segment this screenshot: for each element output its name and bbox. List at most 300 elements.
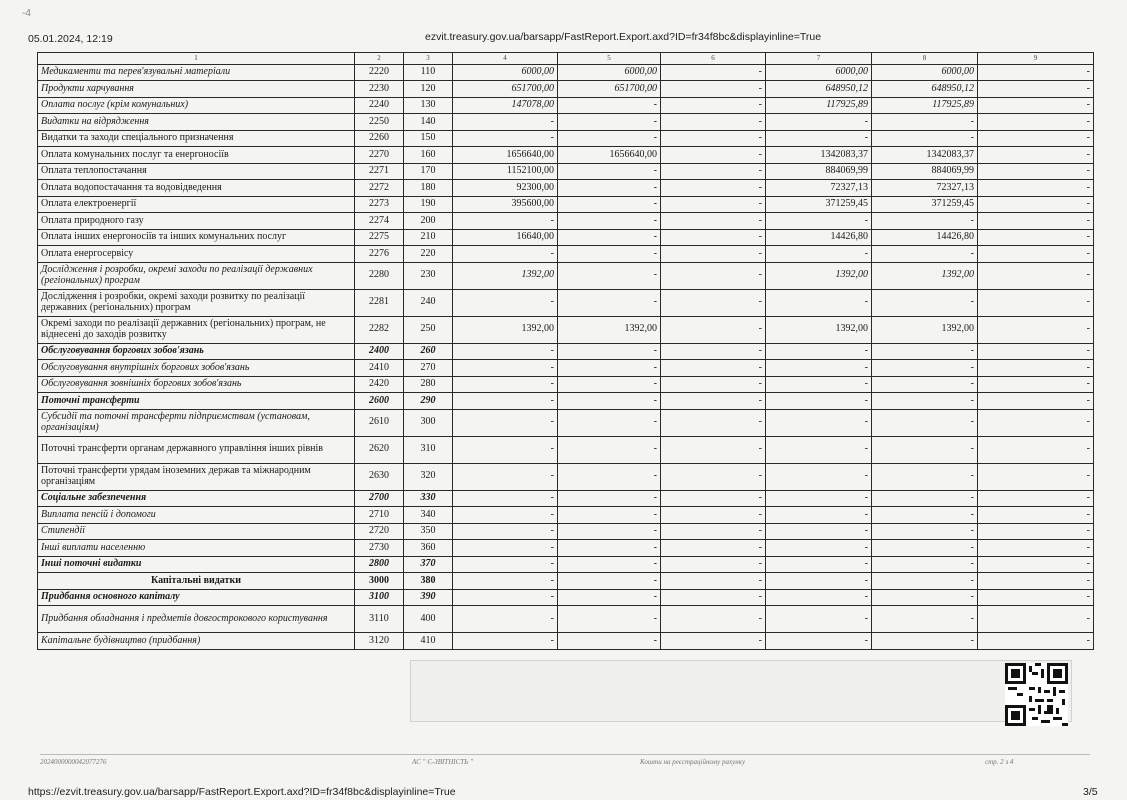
- table-row: [38, 523, 1094, 540]
- row-value-c5: -: [558, 490, 661, 507]
- row-value-c5: -: [558, 523, 661, 540]
- row-value-c7: -: [766, 540, 872, 557]
- row-code: 2220: [355, 64, 404, 81]
- row-value-c9: -: [978, 97, 1094, 114]
- row-value-c9: -: [978, 180, 1094, 197]
- table-body: [38, 53, 1094, 650]
- row-value-c8: 884069,99: [872, 163, 978, 180]
- row-value-c7: -: [766, 393, 872, 410]
- row-line-number: 340: [404, 507, 453, 524]
- table-row: [38, 262, 1094, 289]
- print-datetime: 05.01.2024, 12:19: [28, 33, 113, 45]
- row-value-c8: -: [872, 213, 978, 230]
- row-value-c8: -: [872, 130, 978, 147]
- row-value-c6: -: [661, 343, 766, 360]
- row-value-c5: -: [558, 606, 661, 633]
- row-code: 3100: [355, 589, 404, 606]
- row-value-c5: -: [558, 589, 661, 606]
- table-row: [38, 606, 1094, 633]
- row-line-number: 260: [404, 343, 453, 360]
- row-code: 2720: [355, 523, 404, 540]
- row-value-c8: -: [872, 436, 978, 463]
- scratch-mark: -4: [22, 8, 31, 19]
- row-value-c7: -: [766, 589, 872, 606]
- row-value-c7: 371259,45: [766, 196, 872, 213]
- row-value-c6: -: [661, 147, 766, 164]
- row-value-c6: -: [661, 463, 766, 490]
- row-value-c5: -: [558, 409, 661, 436]
- table-row: [38, 556, 1094, 573]
- row-line-number: 370: [404, 556, 453, 573]
- table-row: [38, 64, 1094, 81]
- row-value-c7: -: [766, 376, 872, 393]
- row-name: Обслуговування внутрішніх боргових зобов'язань: [38, 360, 355, 377]
- row-value-c9: -: [978, 262, 1094, 289]
- row-value-c5: -: [558, 463, 661, 490]
- row-line-number: 280: [404, 376, 453, 393]
- column-number: 7: [766, 53, 872, 65]
- row-name: Окремі заходи по реалізації державних (регіональних) програм, не віднесені до заходів розвитку: [38, 316, 355, 343]
- row-code: 2630: [355, 463, 404, 490]
- row-code: 2420: [355, 376, 404, 393]
- row-value-c5: -: [558, 633, 661, 650]
- row-value-c6: -: [661, 540, 766, 557]
- row-code: 2400: [355, 343, 404, 360]
- row-code: 2270: [355, 147, 404, 164]
- row-name: Дослідження і розробки, окремі заходи по реалізації державних (регіональних) програм: [38, 262, 355, 289]
- table-row: [38, 213, 1094, 230]
- row-name: Виплата пенсій і допомоги: [38, 507, 355, 524]
- row-value-c7: 884069,99: [766, 163, 872, 180]
- table-row: [38, 436, 1094, 463]
- row-value-c8: 1392,00: [872, 262, 978, 289]
- row-value-c8: 117925,89: [872, 97, 978, 114]
- row-line-number: 290: [404, 393, 453, 410]
- row-value-c6: -: [661, 589, 766, 606]
- row-value-c7: -: [766, 343, 872, 360]
- row-code: 2410: [355, 360, 404, 377]
- row-value-c4: -: [453, 376, 558, 393]
- row-value-c8: 371259,45: [872, 196, 978, 213]
- table-row: [38, 463, 1094, 490]
- table-row: [38, 114, 1094, 131]
- column-number: 4: [453, 53, 558, 65]
- table-row: [38, 246, 1094, 263]
- row-value-c9: -: [978, 376, 1094, 393]
- row-line-number: 140: [404, 114, 453, 131]
- footer-note: Кошти на реєстраційному рахунку: [640, 758, 746, 766]
- row-value-c9: -: [978, 114, 1094, 131]
- row-value-c4: 651700,00: [453, 81, 558, 98]
- row-value-c6: -: [661, 316, 766, 343]
- table-row: [38, 229, 1094, 246]
- table-row: [38, 540, 1094, 557]
- row-value-c8: -: [872, 409, 978, 436]
- row-name: Обслуговування боргових зобов'язань: [38, 343, 355, 360]
- row-value-c7: -: [766, 114, 872, 131]
- row-value-c6: -: [661, 507, 766, 524]
- row-line-number: 320: [404, 463, 453, 490]
- row-code: 3120: [355, 633, 404, 650]
- row-value-c5: 1656640,00: [558, 147, 661, 164]
- row-value-c9: -: [978, 246, 1094, 263]
- row-line-number: 350: [404, 523, 453, 540]
- row-value-c4: -: [453, 246, 558, 263]
- row-value-c7: -: [766, 523, 872, 540]
- row-value-c7: -: [766, 463, 872, 490]
- table-row: [38, 393, 1094, 410]
- row-value-c6: -: [661, 213, 766, 230]
- row-name: Оплата теплопостачання: [38, 163, 355, 180]
- row-code: 2275: [355, 229, 404, 246]
- row-value-c4: 1152100,00: [453, 163, 558, 180]
- row-value-c6: -: [661, 81, 766, 98]
- row-code: 2276: [355, 246, 404, 263]
- table-row: [38, 196, 1094, 213]
- row-code: 2250: [355, 114, 404, 131]
- row-value-c8: 14426,80: [872, 229, 978, 246]
- row-line-number: 330: [404, 490, 453, 507]
- row-value-c5: -: [558, 114, 661, 131]
- row-value-c8: -: [872, 360, 978, 377]
- row-name: Придбання основного капіталу: [38, 589, 355, 606]
- row-value-c5: -: [558, 262, 661, 289]
- row-value-c9: -: [978, 606, 1094, 633]
- table-row: [38, 180, 1094, 197]
- row-code: 2620: [355, 436, 404, 463]
- row-name: Дослідження і розробки, окремі заходи розвитку по реалізації державних (регіональних) програм: [38, 289, 355, 316]
- row-value-c4: 92300,00: [453, 180, 558, 197]
- row-line-number: 210: [404, 229, 453, 246]
- page-number: 3/5: [1083, 786, 1098, 798]
- row-value-c8: -: [872, 343, 978, 360]
- row-line-number: 360: [404, 540, 453, 557]
- column-number-row: [38, 53, 1094, 65]
- row-value-c4: -: [453, 213, 558, 230]
- row-name: Обслуговування зовнішніх боргових зобов'язань: [38, 376, 355, 393]
- table-row: [38, 289, 1094, 316]
- row-line-number: 150: [404, 130, 453, 147]
- column-number: 3: [404, 53, 453, 65]
- row-value-c4: -: [453, 436, 558, 463]
- row-name: Продукти харчування: [38, 81, 355, 98]
- row-value-c8: -: [872, 589, 978, 606]
- bleed-through-ghost: [410, 660, 1072, 722]
- row-value-c4: 395600,00: [453, 196, 558, 213]
- row-value-c8: 648950,12: [872, 81, 978, 98]
- row-line-number: 390: [404, 589, 453, 606]
- row-value-c6: -: [661, 393, 766, 410]
- row-value-c7: 117925,89: [766, 97, 872, 114]
- row-name: Оплата комунальних послуг та енергоносіїв: [38, 147, 355, 164]
- row-value-c7: -: [766, 490, 872, 507]
- row-value-c9: -: [978, 409, 1094, 436]
- row-code: 2710: [355, 507, 404, 524]
- row-value-c5: -: [558, 180, 661, 197]
- row-value-c7: -: [766, 633, 872, 650]
- row-value-c6: -: [661, 436, 766, 463]
- footer-divider: [40, 754, 1090, 755]
- row-code: 2730: [355, 540, 404, 557]
- row-value-c5: -: [558, 213, 661, 230]
- row-value-c6: -: [661, 360, 766, 377]
- row-name: Оплата інших енергоносіїв та інших комунальних послуг: [38, 229, 355, 246]
- row-name: Субсидії та поточні трансферти підприємствам (установам, організаціям): [38, 409, 355, 436]
- row-line-number: 240: [404, 289, 453, 316]
- row-code: 2273: [355, 196, 404, 213]
- row-value-c8: -: [872, 393, 978, 410]
- row-value-c4: -: [453, 523, 558, 540]
- row-value-c4: -: [453, 130, 558, 147]
- row-line-number: 230: [404, 262, 453, 289]
- row-line-number: 130: [404, 97, 453, 114]
- row-value-c6: -: [661, 229, 766, 246]
- row-code: 2281: [355, 289, 404, 316]
- row-name: Стипендії: [38, 523, 355, 540]
- row-line-number: 270: [404, 360, 453, 377]
- row-line-number: 120: [404, 81, 453, 98]
- row-name: Медикаменти та перев'язувальні матеріали: [38, 64, 355, 81]
- row-value-c6: -: [661, 523, 766, 540]
- table-row: [38, 147, 1094, 164]
- row-value-c8: 1342083,37: [872, 147, 978, 164]
- row-value-c9: -: [978, 573, 1094, 590]
- row-value-c4: -: [453, 556, 558, 573]
- row-value-c6: -: [661, 262, 766, 289]
- row-value-c7: -: [766, 507, 872, 524]
- table-row: [38, 81, 1094, 98]
- qr-code-icon: [1005, 663, 1068, 726]
- row-value-c8: -: [872, 246, 978, 263]
- row-value-c6: -: [661, 556, 766, 573]
- row-value-c9: -: [978, 523, 1094, 540]
- table-row: [38, 376, 1094, 393]
- row-name: Інші виплати населенню: [38, 540, 355, 557]
- row-value-c5: -: [558, 163, 661, 180]
- row-value-c9: -: [978, 289, 1094, 316]
- row-value-c4: -: [453, 507, 558, 524]
- row-line-number: 220: [404, 246, 453, 263]
- row-value-c5: -: [558, 573, 661, 590]
- column-number: 2: [355, 53, 404, 65]
- row-value-c7: -: [766, 606, 872, 633]
- row-name: Поточні трансферти: [38, 393, 355, 410]
- row-value-c6: -: [661, 130, 766, 147]
- row-code: 2282: [355, 316, 404, 343]
- table-row: [38, 97, 1094, 114]
- row-value-c6: -: [661, 196, 766, 213]
- table-row: [38, 633, 1094, 650]
- row-value-c5: -: [558, 507, 661, 524]
- row-line-number: 160: [404, 147, 453, 164]
- row-value-c6: -: [661, 114, 766, 131]
- row-value-c7: -: [766, 213, 872, 230]
- footer-sheet-number: стр. 2 з 4: [985, 758, 1014, 766]
- row-value-c9: -: [978, 316, 1094, 343]
- row-value-c4: -: [453, 289, 558, 316]
- row-value-c9: -: [978, 463, 1094, 490]
- row-value-c8: -: [872, 606, 978, 633]
- row-value-c9: -: [978, 64, 1094, 81]
- row-line-number: 180: [404, 180, 453, 197]
- expenditure-report-table: [37, 52, 1094, 650]
- row-value-c5: -: [558, 196, 661, 213]
- row-value-c8: -: [872, 556, 978, 573]
- row-value-c7: -: [766, 289, 872, 316]
- row-value-c4: -: [453, 589, 558, 606]
- row-value-c4: -: [453, 606, 558, 633]
- row-value-c8: -: [872, 573, 978, 590]
- row-value-c4: -: [453, 360, 558, 377]
- row-value-c5: -: [558, 556, 661, 573]
- row-name: Поточні трансферти урядам іноземних держав та міжнародним організаціям: [38, 463, 355, 490]
- row-code: 2230: [355, 81, 404, 98]
- row-value-c5: -: [558, 343, 661, 360]
- row-value-c7: -: [766, 360, 872, 377]
- row-code: 2280: [355, 262, 404, 289]
- row-value-c5: 6000,00: [558, 64, 661, 81]
- row-code: 2610: [355, 409, 404, 436]
- row-value-c6: -: [661, 573, 766, 590]
- row-line-number: 410: [404, 633, 453, 650]
- row-line-number: 170: [404, 163, 453, 180]
- row-name: Соціальне забезпечення: [38, 490, 355, 507]
- row-value-c7: 648950,12: [766, 81, 872, 98]
- row-value-c8: -: [872, 463, 978, 490]
- row-value-c8: -: [872, 633, 978, 650]
- row-value-c7: -: [766, 556, 872, 573]
- row-value-c9: -: [978, 633, 1094, 650]
- table-row: [38, 507, 1094, 524]
- row-code: 2272: [355, 180, 404, 197]
- row-name: Капітальне будівництво (придбання): [38, 633, 355, 650]
- row-value-c8: -: [872, 540, 978, 557]
- row-value-c6: -: [661, 490, 766, 507]
- row-value-c4: 1392,00: [453, 316, 558, 343]
- row-value-c8: -: [872, 114, 978, 131]
- row-value-c6: -: [661, 246, 766, 263]
- row-value-c6: -: [661, 376, 766, 393]
- row-name: Оплата послуг (крім комунальних): [38, 97, 355, 114]
- row-value-c4: -: [453, 409, 558, 436]
- table-row: [38, 490, 1094, 507]
- row-value-c7: -: [766, 436, 872, 463]
- row-value-c7: 1392,00: [766, 262, 872, 289]
- row-value-c5: -: [558, 130, 661, 147]
- row-value-c7: -: [766, 409, 872, 436]
- row-value-c7: -: [766, 246, 872, 263]
- table-row: [38, 163, 1094, 180]
- row-value-c5: -: [558, 393, 661, 410]
- row-line-number: 310: [404, 436, 453, 463]
- row-value-c6: -: [661, 289, 766, 316]
- table-row: [38, 130, 1094, 147]
- row-value-c5: -: [558, 540, 661, 557]
- row-value-c9: -: [978, 436, 1094, 463]
- row-name: Оплата природного газу: [38, 213, 355, 230]
- column-number: 8: [872, 53, 978, 65]
- row-code: 2700: [355, 490, 404, 507]
- row-value-c6: -: [661, 633, 766, 650]
- row-line-number: 200: [404, 213, 453, 230]
- row-value-c4: 1656640,00: [453, 147, 558, 164]
- row-value-c4: 147078,00: [453, 97, 558, 114]
- footer-doc-id: 2024000000042077276: [40, 758, 107, 766]
- row-name: Інші поточні видатки: [38, 556, 355, 573]
- row-name: Капітальні видатки: [38, 573, 355, 590]
- row-value-c9: -: [978, 507, 1094, 524]
- table-row: [38, 409, 1094, 436]
- row-name: Видатки та заходи спеціального призначення: [38, 130, 355, 147]
- row-value-c8: 6000,00: [872, 64, 978, 81]
- table-row: [38, 573, 1094, 590]
- row-name: Поточні трансферти органам державного управління інших рівнів: [38, 436, 355, 463]
- row-value-c5: 651700,00: [558, 81, 661, 98]
- row-value-c9: -: [978, 540, 1094, 557]
- row-value-c7: 14426,80: [766, 229, 872, 246]
- row-value-c9: -: [978, 196, 1094, 213]
- row-value-c8: 1392,00: [872, 316, 978, 343]
- row-value-c5: -: [558, 360, 661, 377]
- footer-system-name: АС " Є-ЗВІТНІСТЬ ": [412, 758, 473, 766]
- row-name: Оплата водопостачання та водовідведення: [38, 180, 355, 197]
- row-line-number: 110: [404, 64, 453, 81]
- row-line-number: 300: [404, 409, 453, 436]
- row-line-number: 190: [404, 196, 453, 213]
- row-value-c5: -: [558, 246, 661, 263]
- row-value-c9: -: [978, 130, 1094, 147]
- row-value-c8: -: [872, 523, 978, 540]
- row-value-c9: -: [978, 147, 1094, 164]
- row-name: Видатки на відрядження: [38, 114, 355, 131]
- row-value-c5: -: [558, 229, 661, 246]
- row-code: 3110: [355, 606, 404, 633]
- row-value-c4: -: [453, 114, 558, 131]
- row-value-c4: -: [453, 343, 558, 360]
- row-value-c9: -: [978, 393, 1094, 410]
- row-code: 2271: [355, 163, 404, 180]
- table-row: [38, 316, 1094, 343]
- row-line-number: 400: [404, 606, 453, 633]
- page-url-header: ezvit.treasury.gov.ua/barsapp/FastReport.Export.axd?ID=fr34f8bc&displayinline=True: [425, 31, 822, 43]
- row-value-c9: -: [978, 163, 1094, 180]
- column-number: 5: [558, 53, 661, 65]
- row-value-c4: 6000,00: [453, 64, 558, 81]
- row-value-c9: -: [978, 490, 1094, 507]
- row-value-c4: -: [453, 463, 558, 490]
- column-number: 6: [661, 53, 766, 65]
- row-value-c9: -: [978, 360, 1094, 377]
- row-value-c8: -: [872, 289, 978, 316]
- table-row: [38, 343, 1094, 360]
- row-code: 2260: [355, 130, 404, 147]
- row-value-c4: -: [453, 540, 558, 557]
- row-code: 2600: [355, 393, 404, 410]
- row-value-c5: -: [558, 97, 661, 114]
- row-value-c8: -: [872, 507, 978, 524]
- row-value-c9: -: [978, 213, 1094, 230]
- row-name: Придбання обладнання і предметів довгострокового користування: [38, 606, 355, 633]
- row-value-c7: 1342083,37: [766, 147, 872, 164]
- row-value-c4: 1392,00: [453, 262, 558, 289]
- table-row: [38, 589, 1094, 606]
- row-value-c8: -: [872, 490, 978, 507]
- row-value-c7: -: [766, 573, 872, 590]
- column-number: 1: [38, 53, 355, 65]
- row-value-c6: -: [661, 97, 766, 114]
- row-value-c4: 16640,00: [453, 229, 558, 246]
- row-value-c6: -: [661, 409, 766, 436]
